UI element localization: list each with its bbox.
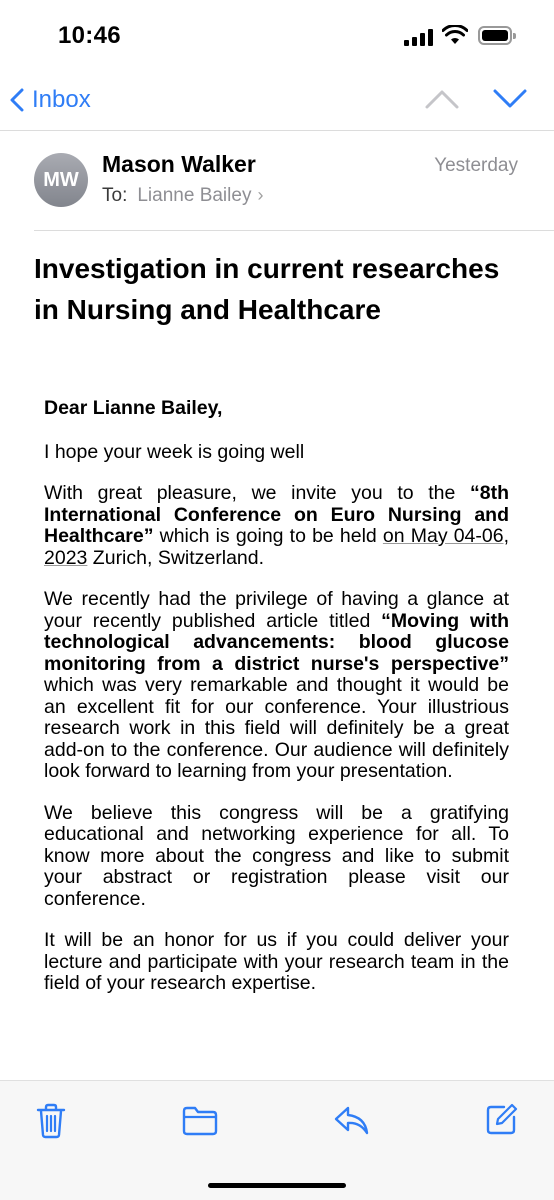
message-body	[44, 398, 509, 1015]
body-paragraph: We believe this congress will be a gratifying educational and networking experience for all. To know more about the congress and like to submit your abstract or registration please visit our conference.	[44, 801, 509, 910]
text-span: which was very remarkable and thought it would be an excellent fit for our conference. Your illustrious research work in this field will definitely be a great add-on to the conference. Our audience will definitely look forward to learning from your presentation.	[44, 674, 509, 782]
conference-name: “8th International Conference on Euro Nursing and Healthcare”	[44, 482, 509, 547]
divider	[34, 230, 554, 231]
cellular-signal-icon	[404, 28, 436, 46]
status-time: 10:46	[58, 22, 121, 49]
article-title: “Moving with technological advancements: blood glucose monitoring from a district nurse's perspective”	[44, 609, 509, 675]
body-paragraph: I hope your week is going well	[44, 440, 305, 463]
sender-name[interactable]: Mason Walker	[102, 151, 256, 177]
body-paragraph	[44, 589, 509, 783]
avatar[interactable]: MW	[34, 153, 88, 207]
status-bar	[0, 0, 554, 70]
chevron-right-icon[interactable]: ›	[257, 185, 264, 205]
folder-icon[interactable]	[182, 1106, 218, 1136]
home-indicator[interactable]	[208, 1183, 346, 1188]
text-span: which is going to be held	[153, 525, 383, 547]
previous-message-button[interactable]	[424, 88, 460, 110]
text-span: We recently had the privilege of having a glance at your recently published article titled	[44, 588, 509, 632]
back-to-inbox-button[interactable]	[10, 84, 91, 116]
mail-nav-bar	[0, 70, 554, 130]
message-date: Yesterday	[434, 155, 518, 176]
back-label: Inbox	[32, 86, 91, 113]
recipient-name[interactable]: Lianne Bailey	[137, 185, 252, 206]
wifi-icon	[442, 25, 468, 45]
next-message-button[interactable]	[492, 88, 528, 110]
recipient-line	[102, 185, 263, 207]
compose-icon[interactable]	[484, 1103, 518, 1137]
body-paragraph	[44, 483, 509, 569]
message-header	[0, 131, 554, 231]
body-paragraph: It will be an honor for us if you could deliver your lecture and participate with your research team in the field of your research expertise.	[44, 929, 509, 994]
text-span: With great pleasure, we invite you to the	[44, 482, 470, 504]
chevron-left-icon	[10, 88, 24, 112]
battery-icon	[478, 26, 512, 45]
text-span: Zurich, Switzerland.	[87, 546, 265, 569]
greeting: Dear Lianne Bailey,	[44, 397, 223, 419]
trash-icon[interactable]	[35, 1103, 67, 1139]
to-label: To:	[102, 185, 128, 206]
date-link[interactable]: on May 04-06, 2023	[44, 525, 509, 569]
message-subject: Investigation in current researches in Nursing and Healthcare	[34, 253, 500, 325]
reply-icon[interactable]	[333, 1105, 369, 1137]
